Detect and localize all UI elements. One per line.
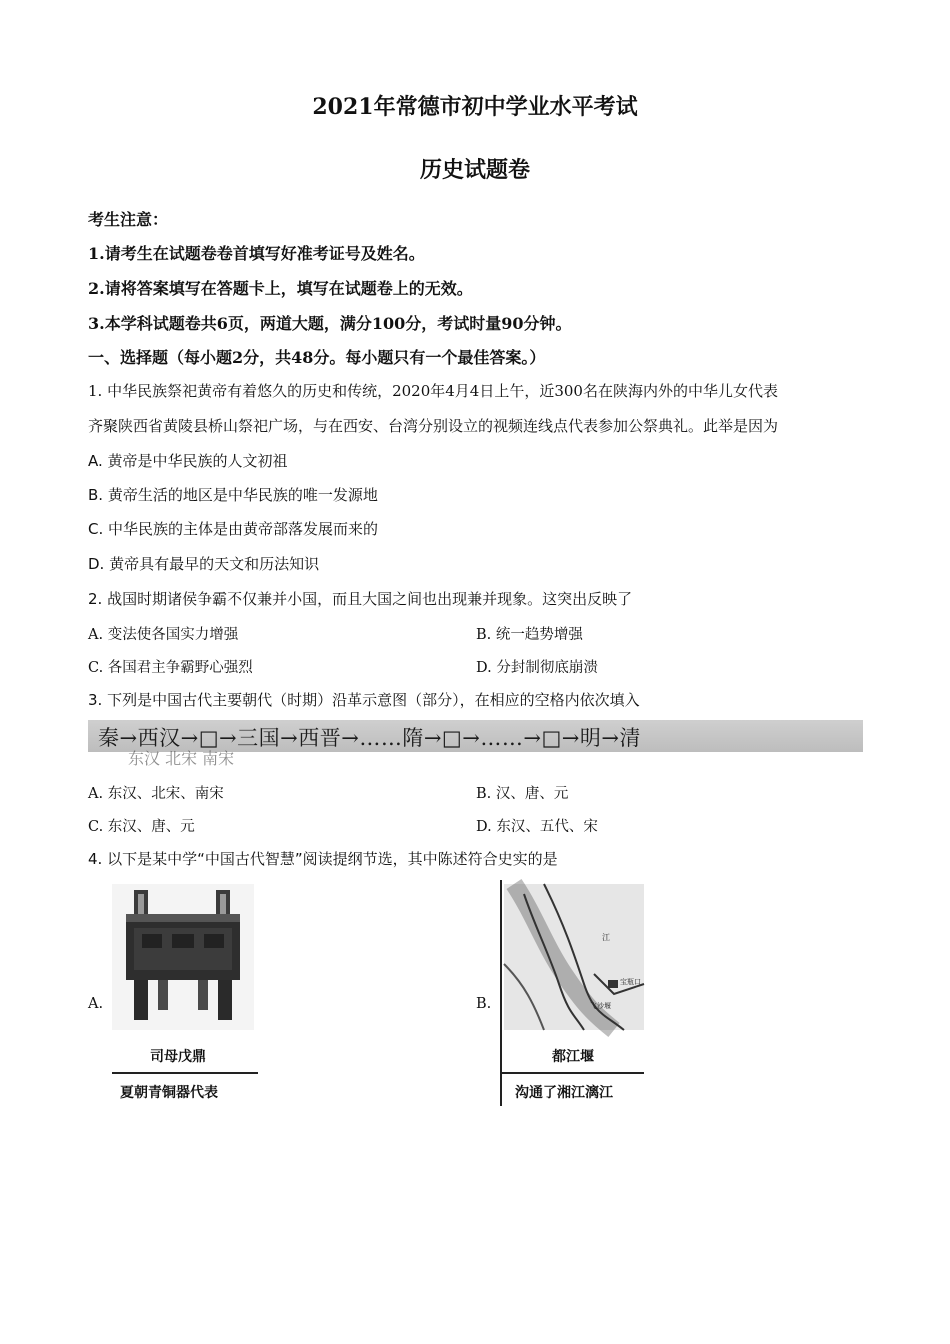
q1-option-b: B. 黄帝生活的地区是中华民族的唯一发源地 <box>88 486 378 504</box>
dujiangyan-map-illustration <box>504 884 644 1030</box>
q3-stem: 3. 下列是中国古代主要朝代（时期）沿革示意图（部分），在相应的空格内依次填入 <box>88 691 640 709</box>
notice-heading: 考生注意： <box>88 210 169 229</box>
notice-item-1: 1.请考生在试题卷卷首填写好准考证号及姓名。 <box>88 244 425 263</box>
ding-vessel-illustration <box>112 884 254 1030</box>
map-label-river: 江 <box>602 933 610 942</box>
q4-a-caption-name: 司母戊鼎 <box>150 1049 206 1065</box>
q3-option-a: A. 东汉、北宋、南宋 <box>88 786 224 802</box>
q3-option-c: C. 东汉、唐、元 <box>88 819 195 835</box>
q4-stem: 4. 以下是某中学“中国古代智慧”阅读提纲节选，其中陈述符合史实的是 <box>88 850 558 868</box>
exam-title: 2021年常德市初中学业水平考试 <box>312 94 638 120</box>
q1-stem-line2: 齐聚陕西省黄陵县桥山祭祀广场，与在西安、台湾分别设立的视频连线点代表参加公祭典礼。此举是因为 <box>88 417 779 435</box>
dujiangyan-map-image <box>504 884 644 1030</box>
q4-option-b-label: B. <box>476 996 492 1012</box>
notice-item-3: 3.本学科试题卷共6页，两道大题，满分100分，考试时量90分钟。 <box>88 314 572 333</box>
q1-stem-line1: 1. 中华民族祭祀黄帝有着悠久的历史和传统，2020年4月4日上午，近300名在陕海内外的中华儿女代表 <box>88 382 778 400</box>
q1-option-a: A. 黄帝是中华民族的人文初祖 <box>88 452 288 470</box>
q2-option-d: D. 分封制彻底崩溃 <box>476 660 598 676</box>
map-label-baopingkou: 宝瓶口 <box>620 978 641 986</box>
dynasty-timeline-strip <box>88 720 863 768</box>
exam-subtitle: 历史试题卷 <box>419 157 530 183</box>
q1-option-c: C. 中华民族的主体是由黄帝部落发展而来的 <box>88 520 379 538</box>
q2-option-c: C. 各国君主争霸野心强烈 <box>88 660 253 676</box>
q1-option-d: D. 黄帝具有最早的天文和历法知识 <box>88 555 320 573</box>
q3-option-d: D. 东汉、五代、宋 <box>476 819 598 835</box>
q3-option-b: B. 汉、唐、元 <box>476 786 569 802</box>
q2-option-a: A. 变法使各国实力增强 <box>88 627 239 643</box>
section-heading: 一、选择题（每小题2分，共48分。每小题只有一个最佳答案。） <box>88 348 546 367</box>
q4-a-caption-divider <box>112 1072 258 1074</box>
q4-b-caption-divider <box>502 1072 644 1074</box>
dynasty-timeline-ghost-text: 东汉 北宋 南宋 <box>128 749 235 768</box>
q4-a-caption-desc: 夏朝青铜器代表 <box>120 1085 218 1101</box>
dynasty-timeline-text: 秦→西汉→□→三国→西晋→……隋→□→……→□→明→清 <box>98 726 641 750</box>
q4-option-a-label: A. <box>88 996 104 1012</box>
simuwu-ding-image <box>112 884 254 1030</box>
q4-b-caption-desc: 沟通了湘江漓江 <box>515 1085 613 1101</box>
q2-stem: 2. 战国时期诸侯争霸不仅兼并小国，而且大国之间也出现兼并现象。这突出反映了 <box>88 590 633 608</box>
q2-option-b: B. 统一趋势增强 <box>476 627 583 643</box>
q4-b-caption-name: 都江堰 <box>552 1049 594 1065</box>
notice-item-2: 2.请将答案填写在答题卡上，填写在试题卷上的无效。 <box>88 279 473 298</box>
map-label-feishayan: 飞沙堰 <box>590 1002 611 1010</box>
